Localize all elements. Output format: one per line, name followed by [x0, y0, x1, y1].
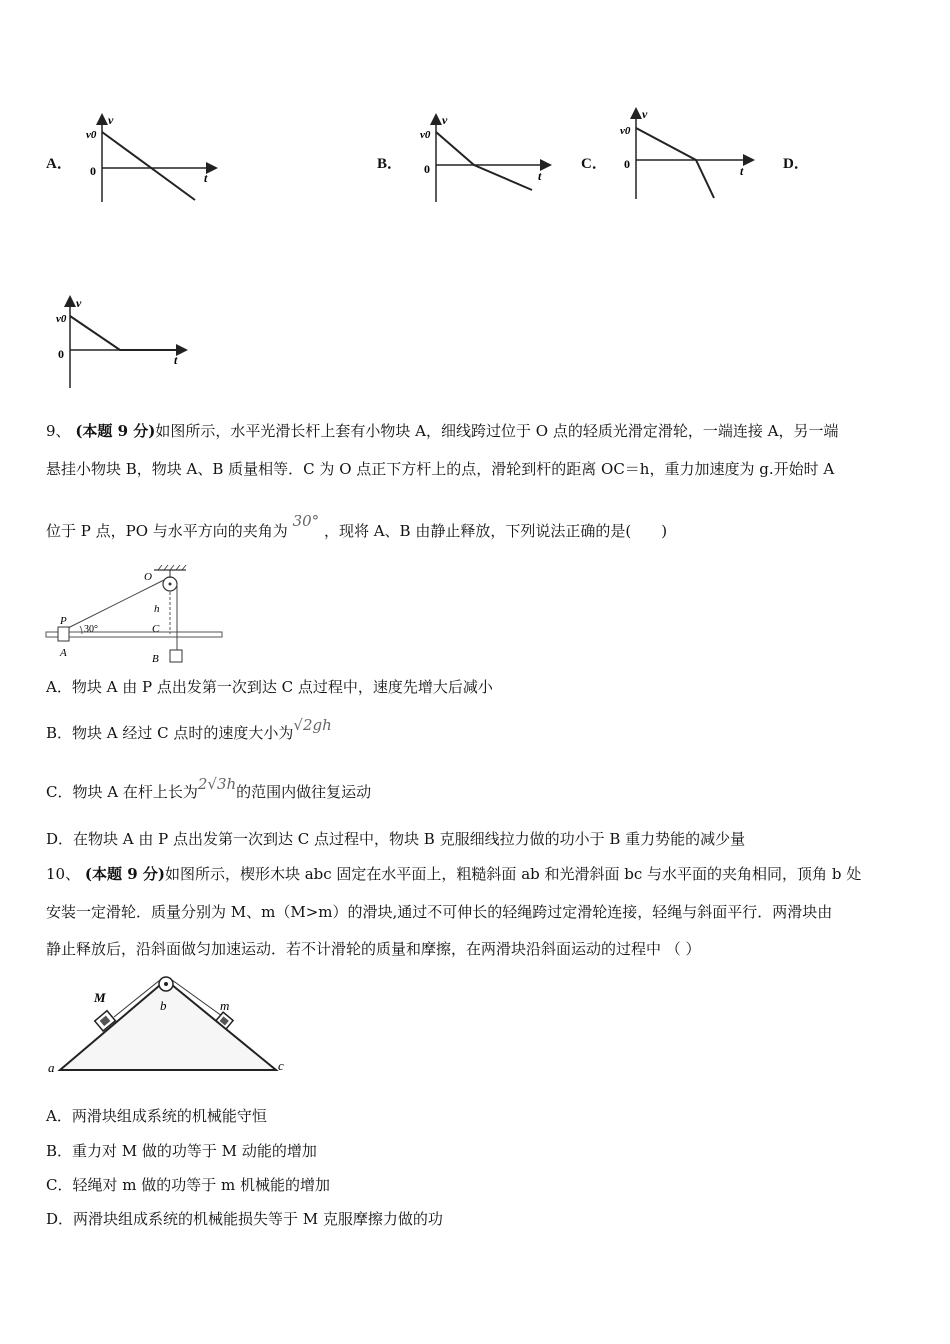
graph-option-d-label: D． [783, 156, 809, 172]
q10-line-2: 安装一定滑轮．质量分别为 M、m（M>m）的滑块,通过不可伸长的轻绳跨过定滑轮连接，轻绳与斜面平行．两滑块由 [46, 903, 833, 921]
q10-line-1 [46, 863, 861, 885]
label-m: m [220, 998, 230, 1013]
graph-option-c-label: C． [581, 156, 607, 172]
q9-option-c-text-b: 的范围内做往复运动 [236, 783, 372, 801]
label-a: a [48, 1060, 55, 1075]
q10-option-d: D．两滑块组成系统的机械能损失等于 M 克服摩擦力做的功 [46, 1210, 443, 1228]
q9-line-2: 悬挂小物块 B，物块 A、B 质量相等．C 为 O 点正下方杆上的点，滑轮到杆的距离 OC＝h，重力加速度为 g.开始时 A [46, 460, 835, 478]
q9-option-d: D．在物块 A 由 P 点出发第一次到达 C 点过程中，物块 B 克服细线拉力做的功小于 B 重力势能的减少量 [46, 830, 746, 848]
axis-t-label: t [174, 353, 178, 367]
axis-v-label: v [108, 113, 114, 127]
axis-v-label: v [76, 296, 82, 310]
axis-t-label: t [740, 164, 744, 178]
axis-t-label: t [204, 171, 208, 185]
q9-option-b [46, 716, 332, 744]
velocity-line [636, 128, 714, 198]
label-o: O [144, 571, 152, 583]
velocity-line [436, 132, 532, 190]
q9-figure [44, 564, 234, 672]
label-c: C [152, 623, 160, 635]
q10-line-3: 静止释放后，沿斜面做匀加速运动．若不计滑轮的质量和摩擦，在两滑块沿斜面运动的过程中 （ ） [46, 940, 701, 958]
label-b: b [160, 998, 167, 1013]
graph-option-b-label: B． [377, 156, 403, 172]
v0-label: v0 [56, 313, 67, 325]
origin-label: 0 [624, 157, 630, 171]
q10-option-b: B．重力对 M 做的功等于 M 动能的增加 [46, 1142, 317, 1160]
q10-points: (本题 9 分) [84, 865, 165, 883]
label-M: M [94, 990, 106, 1005]
q9-option-b-text: B．物块 A 经过 C 点时的速度大小为 [46, 724, 294, 742]
origin-label: 0 [58, 347, 64, 361]
q10-option-a: A．两滑块组成系统的机械能守恒 [46, 1107, 267, 1125]
block-a [58, 627, 69, 641]
graph-c [614, 104, 764, 204]
q9-number: 9、 [46, 422, 71, 440]
q9-angle: 30° [292, 512, 320, 530]
rod [46, 632, 222, 637]
v0-label: v0 [86, 129, 97, 141]
q10-line1-text: 如图所示，楔形木块 abc 固定在水平面上，粗糙斜面 ab 和光滑斜面 bc 与水平面的夹角相同，顶角 b 处 [164, 865, 862, 883]
velocity-line [102, 132, 195, 200]
q9-option-c [46, 775, 372, 803]
q9-option-b-math: √2gh [293, 716, 332, 734]
axis-v-label: v [442, 113, 448, 127]
label-angle: 30° [84, 624, 98, 635]
q10-number: 10、 [46, 865, 81, 883]
origin-label: 0 [90, 164, 96, 178]
velocity-line [70, 316, 180, 350]
q9-points: (本题 9 分) [75, 422, 156, 440]
label-b: B [152, 653, 159, 665]
graph-d [50, 292, 200, 392]
label-h: h [154, 603, 160, 615]
graph-a [80, 110, 230, 210]
q10-option-c: C．轻绳对 m 做的功等于 m 机械能的增加 [46, 1176, 330, 1194]
axis-v-label: v [642, 107, 648, 121]
q9-option-c-text-a: C．物块 A 在杆上长为 [46, 783, 198, 801]
q9-option-a: A．物块 A 由 P 点出发第一次到达 C 点过程中，速度先增大后减小 [46, 678, 493, 696]
q10-figure [44, 972, 294, 1082]
v0-label: v0 [620, 125, 631, 137]
q9-line3-text-b: ，现将 A、B 由静止释放，下列说法正确的是( ) [323, 522, 668, 540]
v0-label: v0 [420, 129, 431, 141]
q9-line3-text-a: 位于 P 点，PO 与水平方向的夹角为 [46, 522, 288, 540]
origin-label: 0 [424, 162, 430, 176]
string-pa [68, 580, 164, 628]
q9-line-3 [46, 512, 668, 542]
wedge [60, 980, 276, 1070]
block-b [170, 650, 182, 662]
q9-line1-text: 如图所示，水平光滑长杆上套有小物块 A，细线跨过位于 O 点的轻质光滑定滑轮，一端连接 A，另一端 [155, 422, 839, 440]
q9-option-c-math: 2√3h [197, 775, 237, 793]
graph-b [414, 110, 564, 210]
label-c: c [278, 1058, 284, 1073]
q9-line-1 [46, 420, 838, 442]
graph-option-a-label: A． [46, 156, 72, 172]
label-p: P [60, 615, 67, 627]
label-a: A [60, 647, 67, 659]
axis-t-label: t [538, 169, 542, 183]
